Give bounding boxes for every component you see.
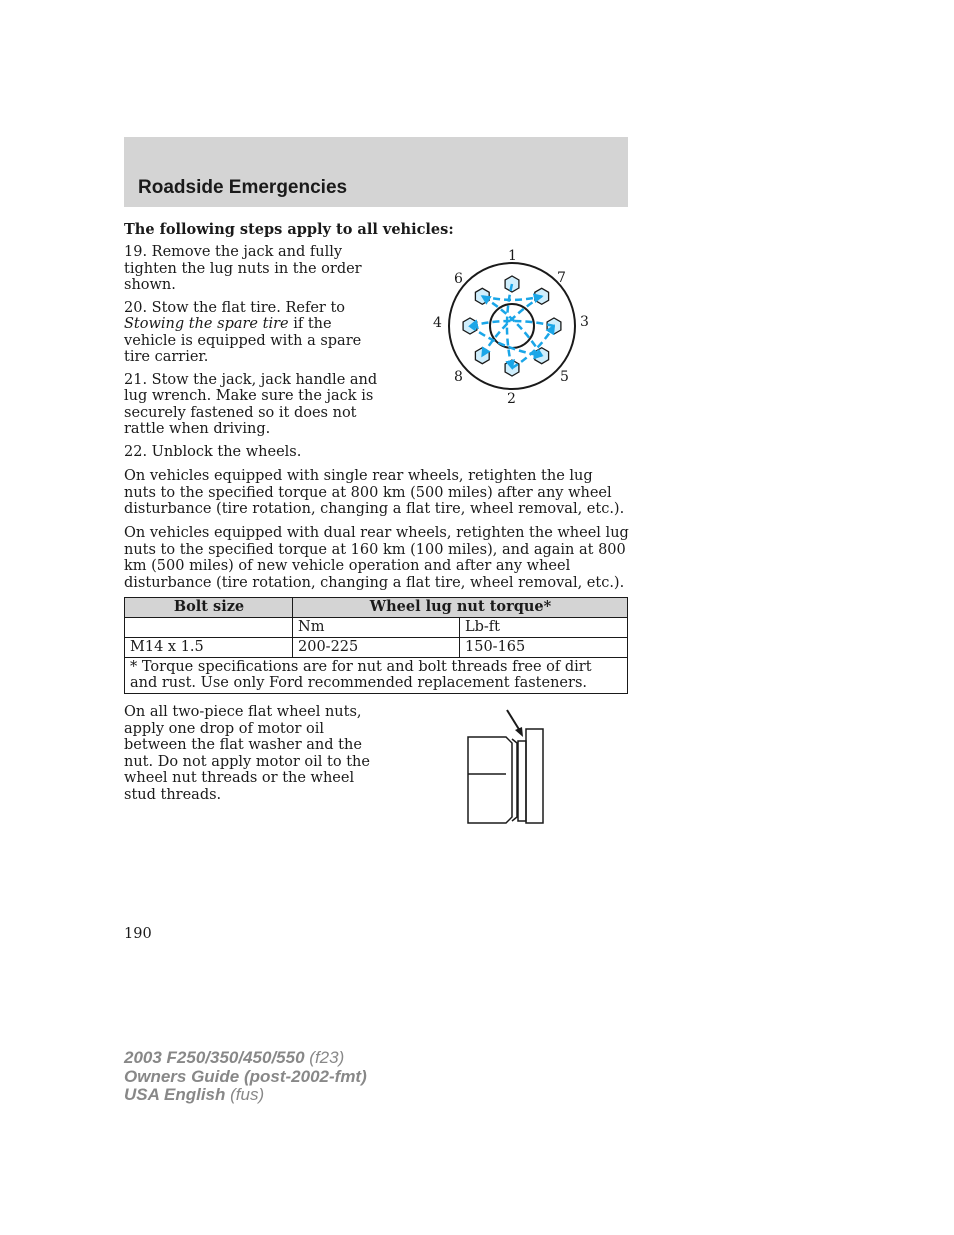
footer-guide-line: Owners Guide (post-2002-fmt) [124,1066,367,1086]
unit-lbft: Lb-ft [460,618,628,638]
label-7: 7 [557,270,566,286]
nm-value: 200-225 [293,638,460,658]
bolt-size-value: M14 x 1.5 [125,638,293,658]
spare-tire-reference: Stowing the spare tire [124,316,289,332]
label-2: 2 [507,391,516,407]
footer [124,1049,367,1105]
step-20: 20. Stow the flat tire. Refer to Stowing the spare tire if the vehicle is equipped with a spare tire carrier. [124,299,362,365]
steps-list [124,244,384,466]
arrow-icon [507,710,520,731]
footer-model-line: 2003 F250/350/450/550 (f23) [124,1048,345,1067]
two-piece-wheel-nut-diagram [460,703,550,828]
empty-cell [125,618,293,638]
single-rear-wheel-note: On vehicles equipped with single rear wheels, retighten the lug nuts to the specified torque at 800 km (500 miles) after any wheel disturbance (tire rotation, changing a flat tire, wheel removal, etc.). [124,468,625,517]
step-22: 22. Unblock the wheels. [124,443,302,460]
page-number: 190 [124,926,152,942]
arrow-head-icon [515,727,523,737]
unit-nm: Nm [293,618,460,638]
header-torque: Wheel lug nut torque* [293,598,628,618]
label-6: 6 [454,271,463,287]
lug-nut-order-diagram [428,242,598,412]
lbft-value: 150-165 [460,638,628,658]
wheel-nut-icon [468,729,543,823]
tightening-path-arrow [482,296,541,355]
motor-oil-note: On all two-piece flat wheel nuts, apply one drop of motor oil between the flat washer and the nut. Do not apply motor oil to the wheel nut threads or the wheel stud threads. [124,704,370,803]
step-19: 19. Remove the jack and fully tighten the lug nuts in the order shown. [124,244,362,293]
table-header-row [125,598,628,618]
intro-heading: The following steps apply to all vehicles: [124,221,454,238]
wheel-hub-center [490,304,534,348]
table-footnote-row [125,658,628,694]
dual-rear-wheel-note: On vehicles equipped with dual rear wheels, retighten the wheel lug nuts to the specified torque at 160 km (100 miles), and again at 800 km (500 miles) of new vehicle operation and after any wheel disturbance (tire rotation, changing a flat tire, wheel removal, etc.). [124,525,629,591]
lug-nut-icons [463,276,561,376]
section-title: Roadside Emergencies [138,177,348,198]
torque-table [124,597,628,694]
table-unit-row [125,618,628,638]
tightening-path-arrow [470,321,554,326]
table-footnote: * Torque specifications are for nut and bolt threads free of dirt and rust. Use only Ford recommended replacement fasteners. [125,658,628,694]
step-21: 21. Stow the jack, jack handle and lug wrench. Make sure the jack is securely fastened so it does not rattle when driving. [124,371,378,437]
table-row [125,638,628,658]
header-bolt-size: Bolt size [125,598,293,618]
label-8: 8 [454,369,463,385]
section-header [124,137,628,207]
label-4: 4 [433,315,442,331]
label-5: 5 [560,369,569,385]
footer-language-line: USA English (fus) [124,1085,265,1104]
label-3: 3 [580,314,589,330]
tightening-path-arrow [482,296,541,355]
tightening-path-arrow [482,296,541,300]
label-1: 1 [508,248,517,264]
tightening-path-arrow [507,284,512,368]
